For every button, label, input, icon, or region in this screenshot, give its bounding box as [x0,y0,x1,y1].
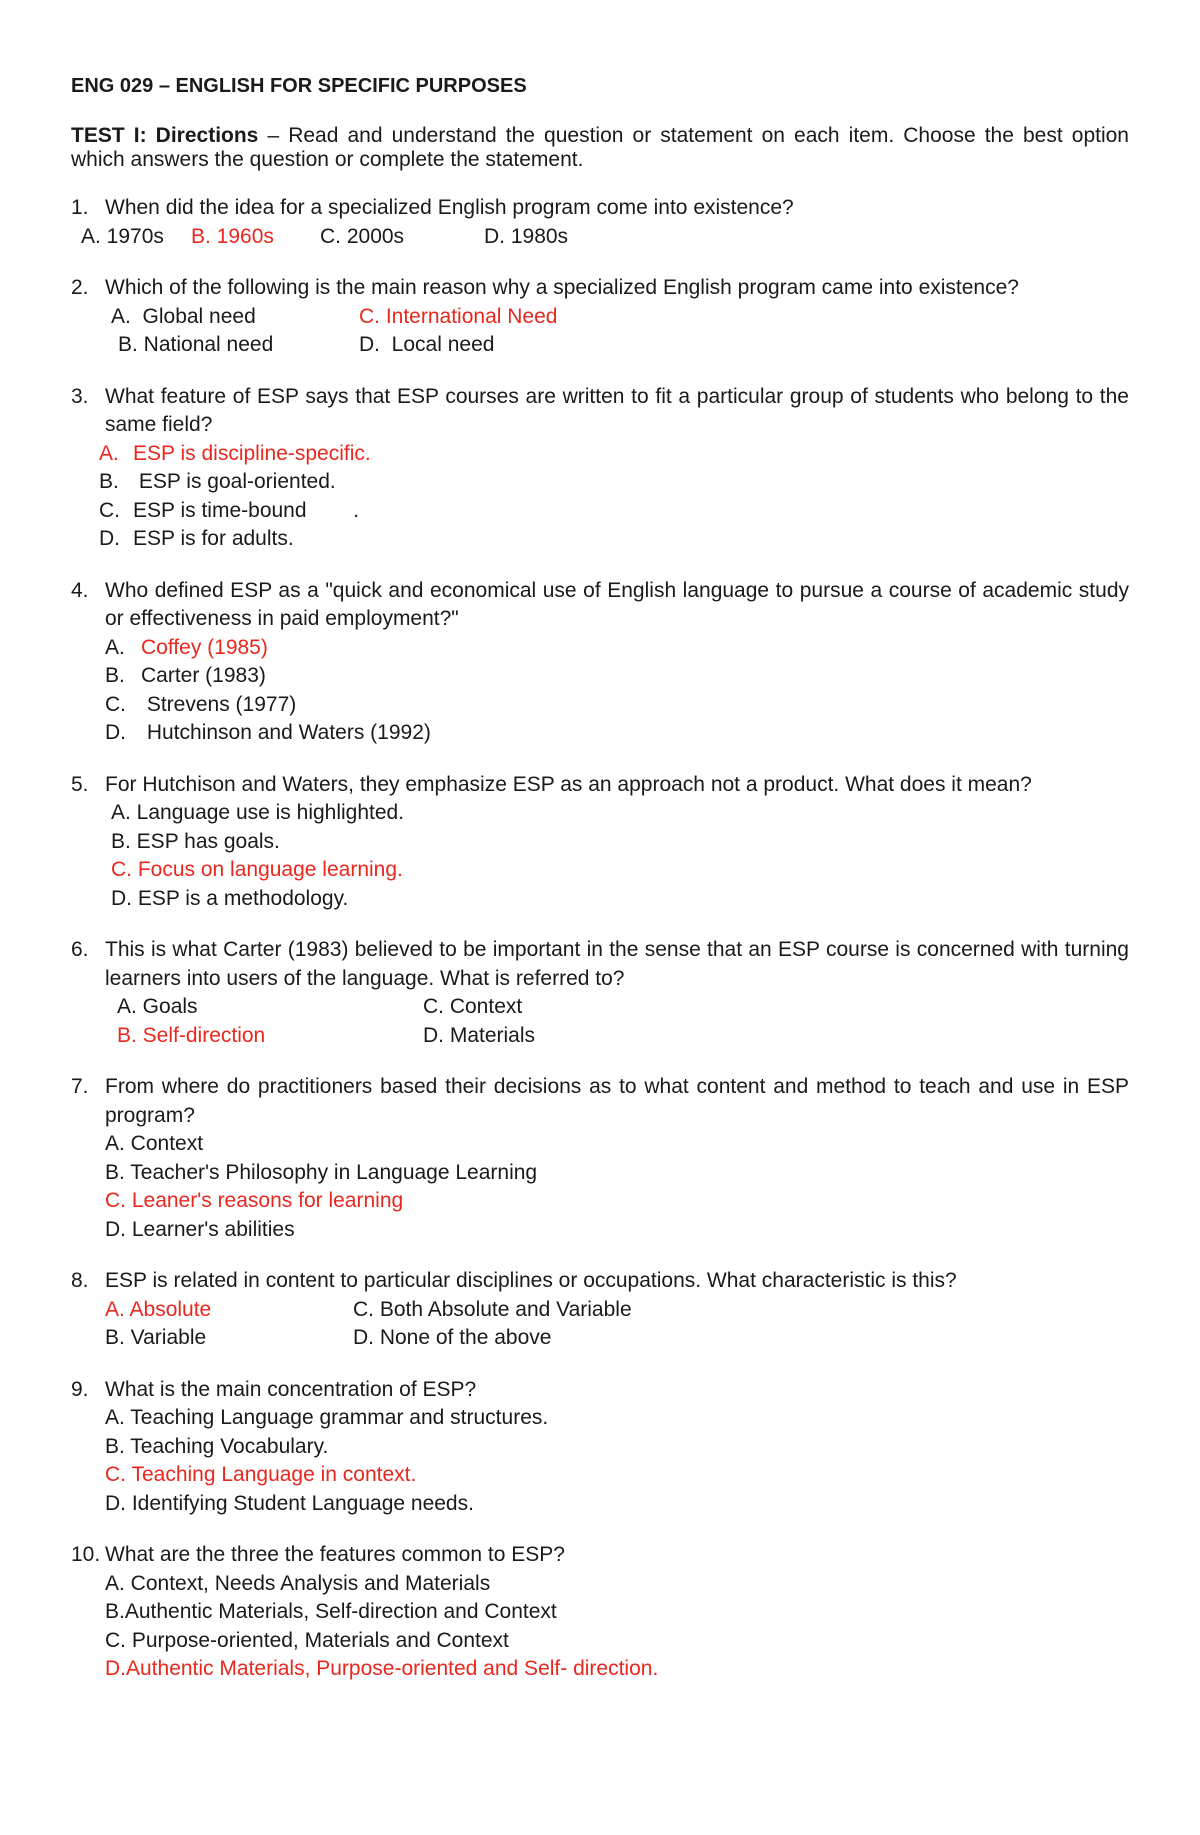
question-text: This is what Carter (1983) believed to be important in the sense that an ESP course is concerned with turning learners into users of the language. What is referred to? [105,938,1129,990]
question-number: 2. [71,276,89,299]
question-text: Who defined ESP as a "quick and economical use of English language to pursue a course of academic study or effectiveness in paid employment?" [105,578,1129,630]
option-a-answer: A. Absolute [105,1297,212,1321]
option-d [99,525,1129,554]
option-b: B. ESP has goals. [111,829,280,853]
question-2 [71,274,1129,360]
option-a: A. Global need [111,304,256,328]
option-b: B. Variable [105,1326,207,1349]
directions [71,124,1129,172]
option-text: Strevens (1977) [141,692,297,716]
option-text: Hutchinson and Waters (1992) [141,721,431,744]
question-6 [71,936,1129,1050]
question-3 [71,383,1129,554]
question-9 [71,1376,1129,1519]
question-text: When did the idea for a specialized English program come into existence? [105,196,794,219]
question-number: 1. [71,196,89,219]
option-d: D. Identifying Student Language needs. [105,1491,474,1515]
question-text: Which of the following is the main reason why a specialized English program came into existence? [105,276,1019,299]
option-text: Carter (1983) [141,664,266,687]
option-d: D. 1980s [484,224,569,248]
question-number: 9. [71,1377,89,1401]
option-text: ESP is goal-oriented. [133,470,336,493]
directions-text: – Read and understand the question or statement on each item. Choose the best option which answers the question or complete the statement. [71,124,1129,171]
option-a: A. Context [105,1132,204,1155]
option-a: A. Context, Needs Analysis and Materials [105,1571,491,1595]
option-d: D. Local need [359,333,495,356]
document-title: ENG 029 – ENGLISH FOR SPECIFIC PURPOSES [71,75,527,97]
question-number: 6. [71,938,89,961]
option-b [105,662,1129,691]
question-number: 5. [71,772,89,796]
question-text: What feature of ESP says that ESP courses are written to fit a particular group of students who belong to the same field? [105,384,1129,436]
option-c: C. Purpose-oriented, Materials and Context [105,1628,509,1652]
option-a-answer [105,634,1129,663]
option-text: Coffey (1985) [141,635,268,659]
question-number: 3. [71,384,89,408]
question-text: ESP is related in content to particular disciplines or occupations. What characteristic is this? [105,1269,957,1292]
option-letter: C. [105,692,126,716]
option-letter: B. [105,664,125,687]
option-a-answer [99,440,1129,469]
option-c-answer: C. Focus on language learning. [111,858,403,881]
option-letter: A. [105,635,125,659]
question-number: 7. [71,1075,89,1098]
question-number: 10. [71,1543,101,1566]
option-text: ESP is discipline-specific. [133,441,371,465]
option-letter: B. [99,470,119,493]
option-b: B.Authentic Materials, Self-direction and Context [105,1600,557,1623]
option-text: ESP is for adults. [133,527,294,550]
option-a: A. Language use is highlighted. [111,801,405,824]
option-c [99,497,1129,526]
question-8 [71,1267,1129,1353]
question-1 [71,194,1129,251]
option-c-answer: C. Leaner's reasons for learning [105,1189,404,1212]
option-c: C. Context [423,995,523,1018]
option-d-answer: D.Authentic Materials, Purpose-oriented and Self- direction. [105,1657,659,1680]
option-b: B. Teaching Vocabulary. [105,1434,329,1458]
option-d: D. ESP is a methodology. [111,886,349,910]
question-10 [71,1541,1129,1684]
option-letter: A. [99,441,119,465]
option-b: B. Teacher's Philosophy in Language Learning [105,1160,538,1184]
question-7 [71,1073,1129,1244]
option-c: C. 2000s [320,224,405,248]
option-d: D. Learner's abilities [105,1217,295,1241]
question-number: 4. [71,578,89,602]
option-c [105,691,1129,720]
option-c-answer: C. International Need [359,304,558,328]
question-4 [71,577,1129,748]
option-letter: D. [99,527,120,550]
option-a: A. Goals [117,995,198,1018]
document-page [71,72,1129,1707]
option-c: C. Both Absolute and Variable [353,1297,632,1321]
option-d: D. None of the above [353,1326,552,1349]
question-text: What is the main concentration of ESP? [105,1377,477,1401]
option-text: ESP is time-bound . [133,498,360,522]
option-d: D. Materials [423,1023,536,1047]
option-b [99,468,1129,497]
option-letter: D. [105,721,126,744]
question-5 [71,771,1129,914]
option-b-answer: B. Self-direction [117,1023,266,1047]
question-text: What are the three the features common to ESP? [105,1543,565,1566]
option-b-answer: B. 1960s [191,224,274,248]
directions-label: TEST I: Directions [71,124,259,147]
option-d [105,719,1129,748]
question-number: 8. [71,1269,89,1292]
option-letter: C. [99,498,120,522]
option-b: B. National need [118,333,274,356]
option-a: A. Teaching Language grammar and structures. [105,1406,549,1429]
question-text: From where do practitioners based their decisions as to what content and method to teach and use in ESP program? [105,1075,1129,1127]
option-a: A. 1970s [81,224,164,248]
option-c-answer: C. Teaching Language in context. [105,1463,417,1486]
question-text: For Hutchison and Waters, they emphasize ESP as an approach not a product. What does it mean? [105,772,1032,796]
